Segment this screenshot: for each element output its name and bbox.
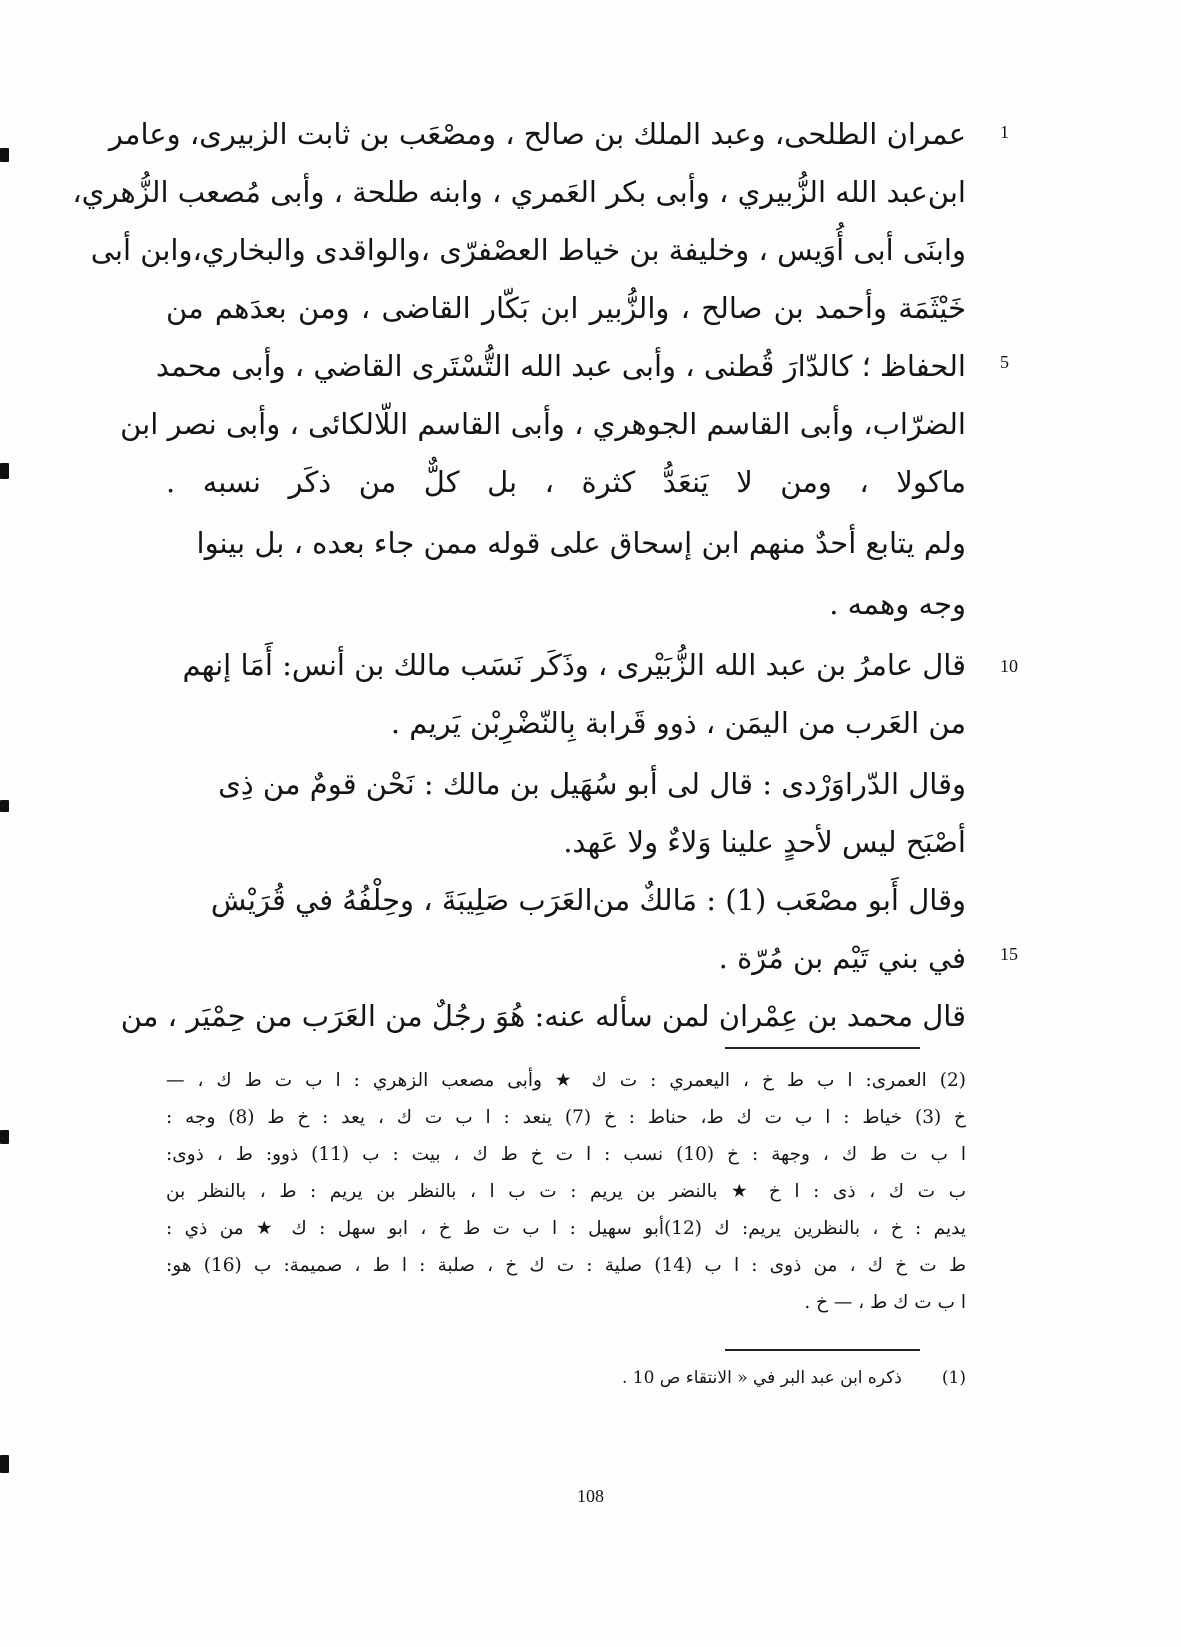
binding-mark: [0, 1455, 9, 1473]
footnote-line: ب ت ك ، ذى : ا خ ★ بالنضر بن يريم : ت ب ا ، بالنظر بن يريم : ط ، بالنظر بن: [166, 1181, 966, 1202]
text-line: أصْبَح ليس لأحدٍ علينا وَلاءٌ ولا عَهد.: [563, 825, 966, 859]
text-line: وابنَى أبى أُوَيس ، وخليفة بن خياط العصْفرّى ،والواقدى والبخاري،وابن أبى: [90, 233, 966, 267]
footnote-line: ط ت خ ك ، من ذوى : ا ب (14) صلية : ت ك خ ، صلبة : ا ط ، صميمة: ب (16) هو:: [166, 1255, 966, 1276]
source-note-text: ذكره ابن عبد البر في « الانتقاء ص 10 .: [621, 1368, 902, 1388]
text-line: قال عامرُ بن عبد الله الزُّبَيْرى ، وذَكَر نَسَب مالك بن أنس: أَمَا إنهم: [182, 648, 966, 682]
text-line: ماكولا ، ومن لا يَنعَدُّ كثرة ، بل كلٌّ من ذكَر نسبه .: [166, 465, 966, 499]
text-line: وقال أَبو مصْعَب (1) : مَالكٌ من‌العَرَب صَلِيبَةَ ، وحِلْفُهُ في قُرَيْش: [210, 883, 966, 917]
source-note-number: (1): [941, 1368, 966, 1388]
text-line: ابن‌عبد الله الزُّبيري ، وأبى بكر العَمري ، وابنه طلحة ، وأبى مُصعب الزُّهري،: [72, 175, 966, 209]
line-number: 1: [1000, 122, 1009, 142]
text-line: في بني تَيْم بن مُرّة .: [718, 941, 966, 975]
text-line: وقال الدّراوَرْدى : قال لى أبو سُهَيل بن مالك : نَحْن قومٌ من ذِى: [218, 767, 966, 801]
source-note: [166, 1364, 966, 1392]
footnote-line: يديم : خ ، بالنظرين يريم: ك (12)أبو سهيل : ا ب ت ط خ ، ابو سهل : ك ★ من ذي :: [166, 1218, 966, 1239]
footnote-line: (2) العمرى: ا ب ط خ ، اليعمري : ت ك ★ وأبى مصعب الزهري : ا ب ت ط ك ، —: [166, 1070, 966, 1091]
footnote-line: خ (3) خياط : ا ب ت ك ط، حناط : خ (7) ينعد : ا ب ت ك ، يعد : خ ط (8) وجه :: [166, 1107, 967, 1128]
text-line: الضرّاب، وأبى القاسم الجوهري ، وأبى القاسم اللّالكائى ، وأبى نصر ابن: [120, 407, 966, 441]
text-line: الحفاظ ؛ كالدّارَ قُطنى ، وأبى عبد الله التُّسْتَرى القاضي ، وأبى محمد: [155, 349, 966, 383]
binding-mark: [0, 800, 9, 812]
text-line: عمران الطلحى، وعبد الملك بن صالح ، ومصْعَب بن ثابت الزبيرى، وعامر: [108, 117, 966, 151]
text-line: من العَرب من اليمَن ، ذوو قَرابة بِالنّضْرِبْن يَريم .: [390, 706, 966, 740]
footnote-line: ا ب ت ط ك ، وجهة : خ (10) نسب : ا ت خ ط ك ، بيت : ب (11) ذوو: ط ، ذوى:: [166, 1144, 967, 1165]
line-number: 10: [1000, 656, 1018, 676]
text-line: ولم يتابع أحدٌ منهم ابن إسحاق على قوله ممن جاء بعده ، بل بينوا: [196, 526, 966, 560]
footnote-line: ا ب ت ك ط ، — خ .: [804, 1292, 966, 1313]
page-number: 108: [577, 1486, 604, 1506]
binding-mark: [0, 148, 9, 162]
line-number: 15: [1000, 944, 1018, 964]
source-note-rule: [725, 1349, 920, 1351]
line-number: 5: [1000, 352, 1009, 372]
text-line: وجه وهمه .: [829, 587, 966, 621]
binding-mark: [0, 463, 9, 479]
footnote-rule: [725, 1047, 920, 1049]
text-line: قال محمد بن عِمْران لمن سأله عنه: هُوَ رجُلٌ من العَرَب من حِمْيَر ، من: [120, 999, 966, 1033]
binding-mark: [0, 1130, 9, 1144]
text-line: خَيْثَمَة وأحمد بن صالح ، والزُّبير ابن بَكّار القاضى ، ومن بعدَهم من: [166, 291, 966, 325]
